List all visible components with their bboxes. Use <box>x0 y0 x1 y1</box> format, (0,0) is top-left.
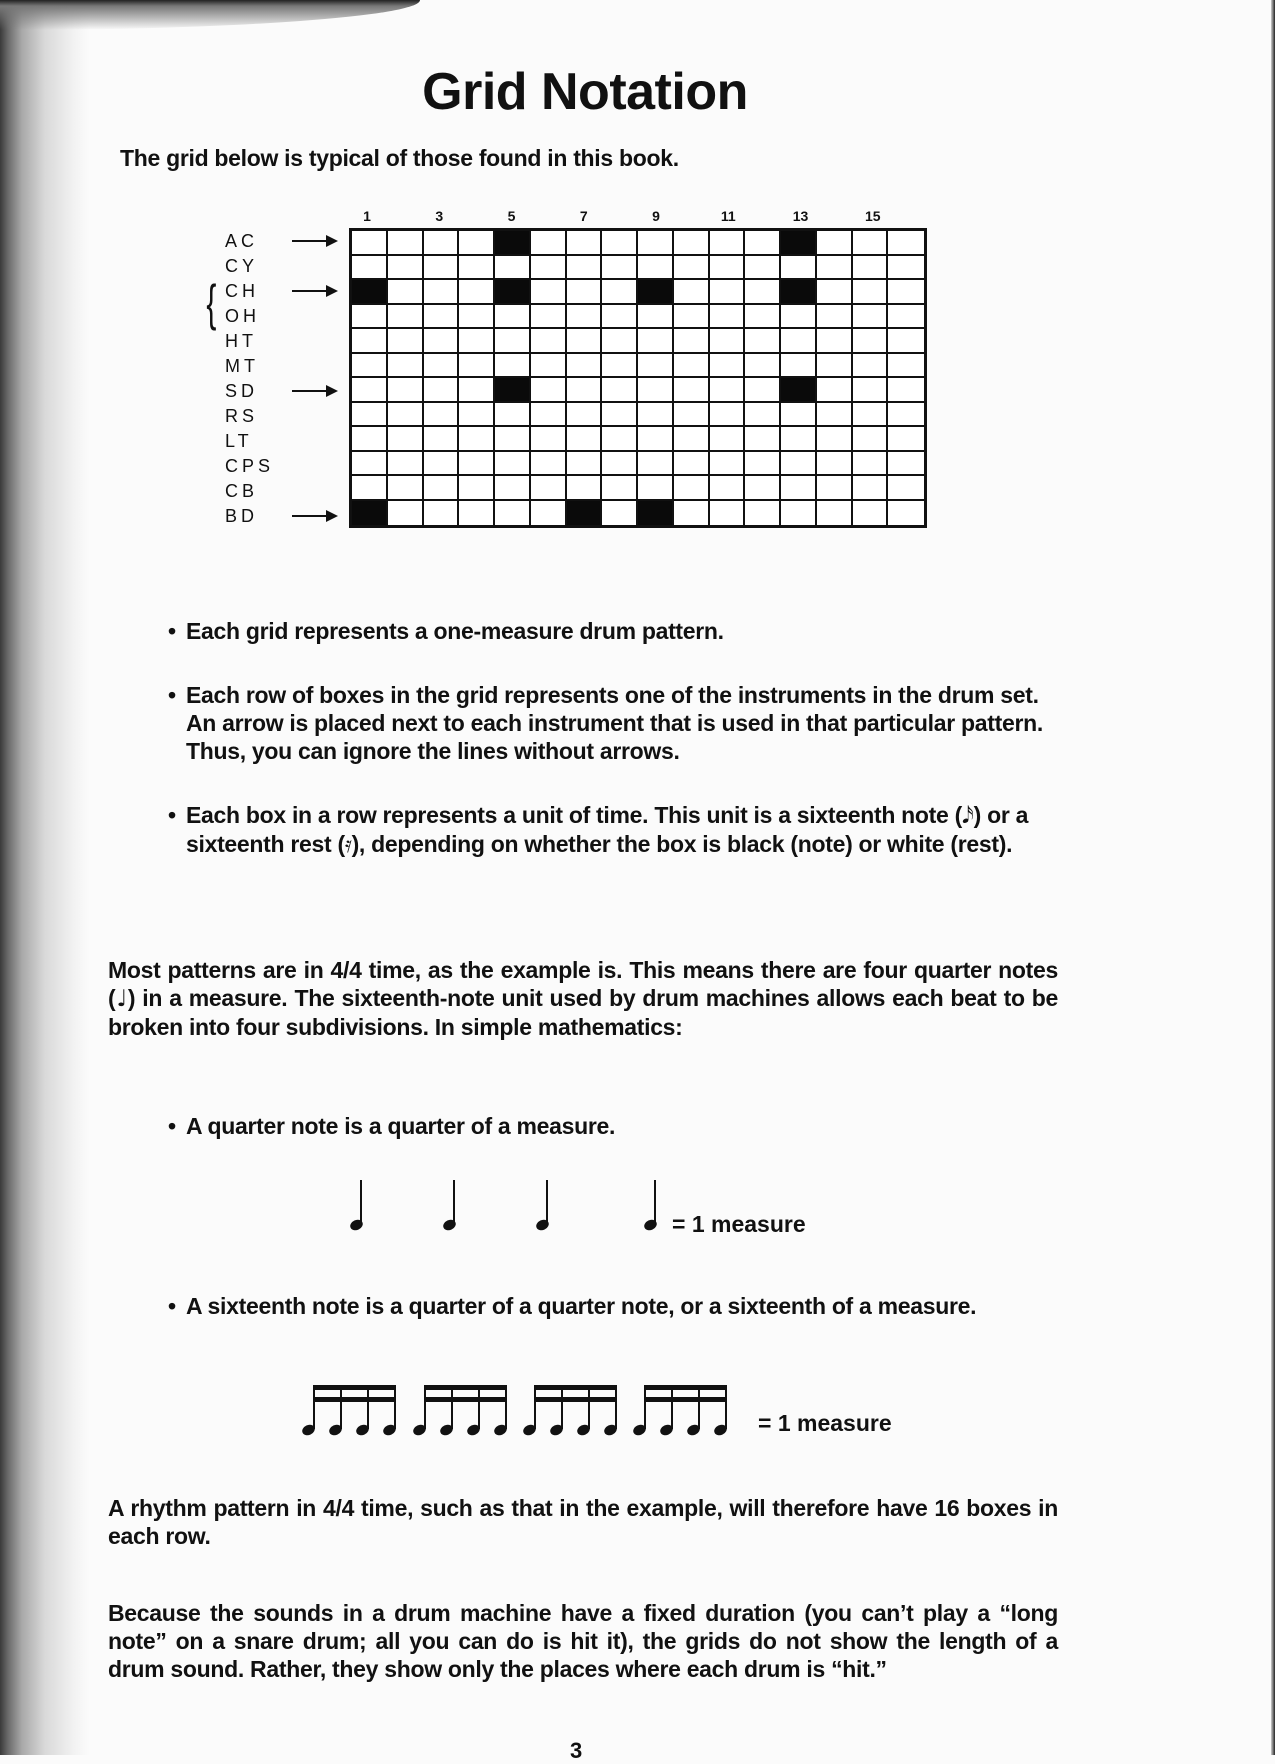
quarter-note-icon <box>536 1180 548 1230</box>
grid-cell-rs-6 <box>531 403 567 428</box>
row-label-bd: BD <box>225 506 259 526</box>
grid-cell-mt-4 <box>459 354 495 379</box>
grid-cell-cps-1 <box>352 452 388 477</box>
grid-cell-lt-6 <box>531 427 567 452</box>
grid-cell-ch-5 <box>495 280 531 305</box>
grid-cell-mt-6 <box>531 354 567 379</box>
grid-cell-rs-7 <box>567 403 603 428</box>
grid-cell-mt-10 <box>674 354 710 379</box>
grid-cell-ac-12 <box>745 231 781 256</box>
quarter-note-icon <box>443 1180 455 1230</box>
grid-cell-cy-15 <box>853 256 889 281</box>
grid-cell-sd-12 <box>745 378 781 403</box>
grid-cell-lt-15 <box>853 427 889 452</box>
grid-cell-bd-14 <box>817 501 853 526</box>
grid-cell-sd-5 <box>495 378 531 403</box>
grid-cell-mt-13 <box>781 354 817 379</box>
grid-cell-ch-6 <box>531 280 567 305</box>
quarter-note-icon: ♩ <box>115 986 128 1012</box>
grid-cell-sd-7 <box>567 378 603 403</box>
grid-cell-bd-4 <box>459 501 495 526</box>
bullet-icon: • <box>168 682 176 708</box>
grid-cell-rs-2 <box>388 403 424 428</box>
grid-cell-mt-7 <box>567 354 603 379</box>
grid-cell-sd-15 <box>853 378 889 403</box>
grid-cell-ch-11 <box>710 280 746 305</box>
grid-cell-lt-1 <box>352 427 388 452</box>
row-label-rs: RS <box>225 406 259 426</box>
grid-cell-oh-15 <box>853 305 889 330</box>
grid-cell-bd-9 <box>638 501 674 526</box>
grid-cell-mt-9 <box>638 354 674 379</box>
arrow-right-icon <box>292 228 338 253</box>
grid-cell-cb-8 <box>602 476 638 501</box>
grid-cell-ac-4 <box>459 231 495 256</box>
row-label-sd: SD <box>225 381 259 401</box>
grid-cell-ac-7 <box>567 231 603 256</box>
arrow-right-icon <box>292 503 338 528</box>
grid-cell-ch-12 <box>745 280 781 305</box>
grid-cell-cb-3 <box>424 476 460 501</box>
grid-cell-ac-9 <box>638 231 674 256</box>
grid-cell-cps-11 <box>710 452 746 477</box>
row-label-mt: MT <box>225 356 259 376</box>
grid-cell-lt-8 <box>602 427 638 452</box>
bullet-rows <box>168 681 1056 765</box>
grid-cell-oh-12 <box>745 305 781 330</box>
bullet-boxes <box>168 801 1056 859</box>
bullet-text: A quarter note is a quarter of a measure. <box>186 1113 616 1139</box>
paragraph-text: Most patterns are in 4/4 time, as the example is. This means there are four quarter notes ( <box>108 957 1058 1011</box>
grid-cell-cy-11 <box>710 256 746 281</box>
paragraph-four-four <box>108 956 1058 1041</box>
grid-cell-sd-2 <box>388 378 424 403</box>
quarter-equation-label: = 1 measure <box>672 1211 806 1237</box>
grid-cell-bd-16 <box>888 501 924 526</box>
grid-cell-cy-10 <box>674 256 710 281</box>
grid-cell-cb-9 <box>638 476 674 501</box>
page-edge <box>1271 0 1275 1755</box>
grid-cell-bd-7 <box>567 501 603 526</box>
grid-cell-cb-15 <box>853 476 889 501</box>
grid-cell-oh-16 <box>888 305 924 330</box>
grid-cell-cy-6 <box>531 256 567 281</box>
grid-cell-rs-11 <box>710 403 746 428</box>
grid-cell-ac-3 <box>424 231 460 256</box>
grid-cell-cy-8 <box>602 256 638 281</box>
grid-cell-lt-16 <box>888 427 924 452</box>
grid-cell-rs-12 <box>745 403 781 428</box>
grid-cell-sd-8 <box>602 378 638 403</box>
grid-cell-sd-4 <box>459 378 495 403</box>
grid-cell-lt-3 <box>424 427 460 452</box>
grid-cell-ch-3 <box>424 280 460 305</box>
grid-cell-rs-15 <box>853 403 889 428</box>
grid-cell-lt-11 <box>710 427 746 452</box>
grid-cell-cps-8 <box>602 452 638 477</box>
grid-cell-oh-5 <box>495 305 531 330</box>
grid-cell-ht-16 <box>888 329 924 354</box>
grid-cell-mt-12 <box>745 354 781 379</box>
grid-cell-sd-1 <box>352 378 388 403</box>
grid-cell-ch-14 <box>817 280 853 305</box>
sixteenth-equation-label: = 1 measure <box>758 1410 892 1436</box>
grid-cell-mt-14 <box>817 354 853 379</box>
grid-cell-rs-8 <box>602 403 638 428</box>
grid-cell-ac-11 <box>710 231 746 256</box>
grid-cell-rs-9 <box>638 403 674 428</box>
column-number: 15 <box>864 208 881 224</box>
grid-cell-sd-10 <box>674 378 710 403</box>
row-label-oh: OH <box>225 306 260 326</box>
grid-cell-cy-2 <box>388 256 424 281</box>
grid-cell-sd-16 <box>888 378 924 403</box>
grid-cell-bd-11 <box>710 501 746 526</box>
grid-cell-cb-4 <box>459 476 495 501</box>
grid-cell-rs-10 <box>674 403 710 428</box>
grid-cell-oh-13 <box>781 305 817 330</box>
grid-cell-oh-3 <box>424 305 460 330</box>
bullet-icon: • <box>168 1293 176 1319</box>
grid-cell-cps-14 <box>817 452 853 477</box>
grid-cell-ch-16 <box>888 280 924 305</box>
grid-cell-ch-10 <box>674 280 710 305</box>
grid-cell-sd-9 <box>638 378 674 403</box>
paragraph-text: ) in a measure. The sixteenth-note unit used by drum machines allows each beat to be broken into four subdivisions. In simple mathematics: <box>108 985 1058 1040</box>
grid-cell-oh-14 <box>817 305 853 330</box>
arrow-right-icon <box>292 378 338 403</box>
grid-cell-ch-4 <box>459 280 495 305</box>
grid-cell-cb-2 <box>388 476 424 501</box>
grid-cell-bd-15 <box>853 501 889 526</box>
grid-cell-oh-4 <box>459 305 495 330</box>
grid-cell-cy-9 <box>638 256 674 281</box>
grid-cell-sd-3 <box>424 378 460 403</box>
grid-cell-lt-13 <box>781 427 817 452</box>
grid-cell-cy-16 <box>888 256 924 281</box>
grid-cell-oh-7 <box>567 305 603 330</box>
grid-cell-ht-12 <box>745 329 781 354</box>
intro-text: The grid below is typical of those found in this book. <box>120 145 679 171</box>
row-label-cps: CPS <box>225 456 275 476</box>
grid-cell-oh-10 <box>674 305 710 330</box>
grid-cell-sd-14 <box>817 378 853 403</box>
grid-cell-rs-5 <box>495 403 531 428</box>
grid-cell-cy-4 <box>459 256 495 281</box>
grid-cell-lt-2 <box>388 427 424 452</box>
grid-cell-cb-1 <box>352 476 388 501</box>
quarter-note-icon <box>644 1180 656 1230</box>
grid-cell-rs-1 <box>352 403 388 428</box>
grid-cell-cy-14 <box>817 256 853 281</box>
grid-cell-mt-16 <box>888 354 924 379</box>
grid-cell-ch-15 <box>853 280 889 305</box>
quarter-note-icon <box>350 1180 362 1230</box>
grid-cell-mt-15 <box>853 354 889 379</box>
grid-cell-cy-1 <box>352 256 388 281</box>
bullet-quarter-note <box>168 1112 1056 1140</box>
grid-cell-cy-12 <box>745 256 781 281</box>
grid-cell-lt-7 <box>567 427 603 452</box>
grid-cell-rs-3 <box>424 403 460 428</box>
column-number: 5 <box>507 208 516 224</box>
grid-cell-cy-13 <box>781 256 817 281</box>
hihat-bracket-icon: { <box>206 275 217 331</box>
grid-cell-ac-2 <box>388 231 424 256</box>
grid-cell-cb-5 <box>495 476 531 501</box>
grid-cell-cps-3 <box>424 452 460 477</box>
grid-cell-ac-5 <box>495 231 531 256</box>
grid-cell-bd-10 <box>674 501 710 526</box>
bullet-text: Each grid represents a one-measure drum pattern. <box>186 618 724 644</box>
grid-cell-bd-5 <box>495 501 531 526</box>
grid-cell-mt-1 <box>352 354 388 379</box>
grid-cell-oh-8 <box>602 305 638 330</box>
bullet-text: A sixteenth note is a quarter of a quarter note, or a sixteenth of a measure. <box>186 1293 977 1319</box>
grid-cell-ch-9 <box>638 280 674 305</box>
grid-cell-cps-2 <box>388 452 424 477</box>
bullet-icon: • <box>168 1113 176 1139</box>
grid-cell-rs-13 <box>781 403 817 428</box>
column-number: 7 <box>579 208 588 224</box>
grid-cell-bd-8 <box>602 501 638 526</box>
grid-cell-ht-14 <box>817 329 853 354</box>
grid-cell-ht-10 <box>674 329 710 354</box>
grid-cell-ac-13 <box>781 231 817 256</box>
row-label-ac: AC <box>225 231 259 251</box>
grid-cell-rs-14 <box>817 403 853 428</box>
grid-cell-lt-14 <box>817 427 853 452</box>
page-corner-shadow <box>0 0 420 30</box>
column-number: 9 <box>652 208 660 224</box>
grid-cell-cps-9 <box>638 452 674 477</box>
grid-cell-bd-2 <box>388 501 424 526</box>
grid-cell-lt-12 <box>745 427 781 452</box>
column-number: 11 <box>720 208 736 224</box>
grid-cell-ac-10 <box>674 231 710 256</box>
bullet-text: ) or a sixteenth rest ( <box>186 802 1029 857</box>
grid-cell-cb-12 <box>745 476 781 501</box>
row-label-cy: CY <box>225 256 259 276</box>
page-title: Grid Notation <box>422 63 748 121</box>
row-label-ch: CH <box>225 281 259 301</box>
sixteenth-note-group-icon <box>413 1385 507 1435</box>
grid-cell-oh-2 <box>388 305 424 330</box>
grid-cell-cb-16 <box>888 476 924 501</box>
grid-cell-rs-16 <box>888 403 924 428</box>
grid-cell-cps-6 <box>531 452 567 477</box>
paragraph-fixed-duration: Because the sounds in a drum machine have a fixed duration (you can’t play a “long note” on a snare drum; all you can do is hit it), the grids do not show the length of a drum sound. Rather, they show only the places where each drum is “hit.” <box>108 1600 1058 1682</box>
grid-cell-mt-3 <box>424 354 460 379</box>
grid-cell-bd-6 <box>531 501 567 526</box>
row-label-lt: LT <box>225 431 253 451</box>
grid-cell-cps-10 <box>674 452 710 477</box>
grid-cell-oh-1 <box>352 305 388 330</box>
sixteenth-rest-icon: 𝄿 <box>344 832 352 858</box>
grid-cell-ch-13 <box>781 280 817 305</box>
sixteenth-note-group-icon <box>302 1385 396 1435</box>
grid-cell-cy-5 <box>495 256 531 281</box>
grid-cell-cb-14 <box>817 476 853 501</box>
grid-cell-mt-5 <box>495 354 531 379</box>
grid-cell-oh-9 <box>638 305 674 330</box>
grid-cell-cb-10 <box>674 476 710 501</box>
grid-cell-cb-13 <box>781 476 817 501</box>
grid-cell-sd-13 <box>781 378 817 403</box>
sixteenth-note-group-icon <box>523 1385 617 1435</box>
grid-cell-ch-2 <box>388 280 424 305</box>
grid-cell-cy-3 <box>424 256 460 281</box>
grid-cell-bd-1 <box>352 501 388 526</box>
grid-cell-cps-16 <box>888 452 924 477</box>
bullet-icon: • <box>168 802 176 828</box>
grid-cell-mt-2 <box>388 354 424 379</box>
column-number: 13 <box>792 208 809 224</box>
grid-cell-ch-8 <box>602 280 638 305</box>
grid-cell-ht-13 <box>781 329 817 354</box>
grid-cell-rs-4 <box>459 403 495 428</box>
grid-cell-oh-11 <box>710 305 746 330</box>
grid-cell-ht-6 <box>531 329 567 354</box>
grid-cell-cb-11 <box>710 476 746 501</box>
grid-cell-bd-13 <box>781 501 817 526</box>
grid-cell-ac-1 <box>352 231 388 256</box>
grid-cell-ch-1 <box>352 280 388 305</box>
bullet-text: ), depending on whether the box is black (note) or white (rest). <box>351 831 1013 857</box>
grid-cell-cb-7 <box>567 476 603 501</box>
grid-cell-ht-11 <box>710 329 746 354</box>
grid-cell-bd-3 <box>424 501 460 526</box>
grid-cell-cps-7 <box>567 452 603 477</box>
grid-cell-ht-7 <box>567 329 603 354</box>
grid-cell-lt-5 <box>495 427 531 452</box>
grid-cell-cps-4 <box>459 452 495 477</box>
page-number: 3 <box>570 1738 583 1763</box>
grid-cell-ht-1 <box>352 329 388 354</box>
grid-cell-ch-7 <box>567 280 603 305</box>
row-label-cb: CB <box>225 481 259 501</box>
grid-cell-ht-8 <box>602 329 638 354</box>
grid-cell-ac-6 <box>531 231 567 256</box>
grid-cell-ac-8 <box>602 231 638 256</box>
grid-cell-ht-9 <box>638 329 674 354</box>
bullet-text: Each row of boxes in the grid represents one of the instruments in the drum set. An arrow is placed next to each instrument that is used in that particular pattern. Thus, you can ignore the lines without arrows. <box>186 682 1043 764</box>
grid-cell-ac-15 <box>853 231 889 256</box>
arrow-right-icon <box>292 278 338 303</box>
grid-cell-cps-13 <box>781 452 817 477</box>
column-number: 3 <box>435 208 444 224</box>
grid-cell-cy-7 <box>567 256 603 281</box>
grid-cell-ht-2 <box>388 329 424 354</box>
grid-cell-bd-12 <box>745 501 781 526</box>
book-spine-shadow <box>0 0 90 1755</box>
sixteenth-note-icon: 𝅘𝅥𝅯 <box>961 803 974 829</box>
drum-pattern-grid <box>349 228 927 528</box>
grid-cell-oh-6 <box>531 305 567 330</box>
paragraph-sixteen-boxes: A rhythm pattern in 4/4 time, such as that in the example, will therefore have 16 boxes in each row. <box>108 1495 1058 1549</box>
bullet-sixteenth-note <box>168 1292 1056 1320</box>
grid-cell-ac-14 <box>817 231 853 256</box>
grid-cell-cps-15 <box>853 452 889 477</box>
grid-cell-lt-4 <box>459 427 495 452</box>
column-number: 1 <box>363 208 371 224</box>
grid-cell-cps-5 <box>495 452 531 477</box>
grid-cell-ac-16 <box>888 231 924 256</box>
bullet-icon: • <box>168 618 176 644</box>
grid-cell-sd-6 <box>531 378 567 403</box>
sixteenth-note-group-icon <box>633 1385 727 1435</box>
grid-cell-ht-15 <box>853 329 889 354</box>
grid-cell-ht-4 <box>459 329 495 354</box>
grid-cell-mt-8 <box>602 354 638 379</box>
grid-cell-cps-12 <box>745 452 781 477</box>
row-label-ht: HT <box>225 331 257 351</box>
grid-cell-mt-11 <box>710 354 746 379</box>
grid-cell-lt-9 <box>638 427 674 452</box>
grid-cell-ht-5 <box>495 329 531 354</box>
bullet-one-measure <box>168 617 1056 645</box>
bullet-text: Each box in a row represents a unit of time. This unit is a sixteenth note ( <box>186 802 962 828</box>
grid-cell-cb-6 <box>531 476 567 501</box>
grid-cell-sd-11 <box>710 378 746 403</box>
grid-cell-ht-3 <box>424 329 460 354</box>
grid-cell-lt-10 <box>674 427 710 452</box>
